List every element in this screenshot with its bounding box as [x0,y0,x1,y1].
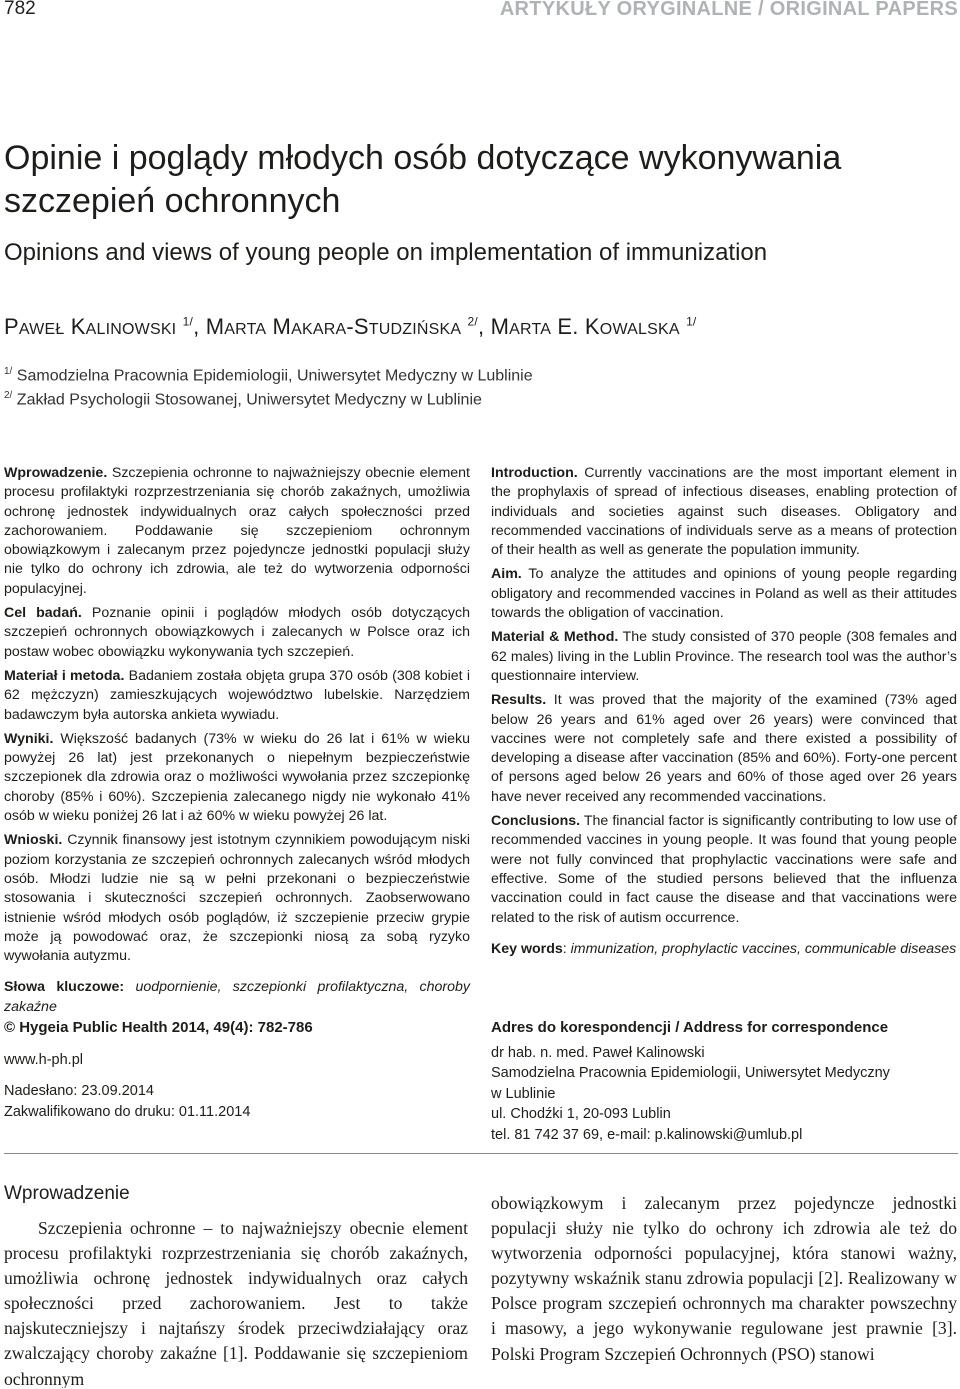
correspondence-street: ul. Chodźki 1, 20-093 Lublin [491,1106,671,1122]
correspondence-block [491,1018,957,1145]
correspondence-contact: tel. 81 742 37 69, e-mail: p.kalinowski@umlub.pl [491,1126,803,1143]
page-number: 782 [4,0,36,19]
abstract-pl-intro: Wprowadzenie. Szczepienia ochronne to najważniejszy obecnie element procesu profilaktyki rozprzestrzeniania się chorób zakaźnych, umożliwia ochronę jednostek indywidualnych oraz całych społeczności przed zachorowaniem. Poddawanie się szczepieniom ochronnym obowiązkowym i zalecanym przez pojedyncze jednostki populacji służy nie tylko do ochrony ich zdrowia, ale też do wytworzenia odporności populacyjnej. [4,465,470,597]
abstract-en-conclusions: Conclusions. The financial factor is significantly contributing to low use of recommended vaccines in young people. It was found that young people were not fully convinced that prophylactic vaccinations were safe and effective. Some of the studied persons believed that the influenza vaccination could in fact cause the disease and that vaccinations were related to the risk of autism occurrence. [491,813,958,926]
abstract-english [491,464,957,964]
journal-website-link[interactable]: www.h-ph.pl [4,1051,83,1068]
author-1: PAWEŁ KALINOWSKI $^{1/}$ [4,314,194,339]
abstract-pl-aim: Cel badań. Poznanie opinii i poglądów młodych osób dotyczących szczepień ochronnych obowiązkowych i zalecanych w Polsce oraz ich postaw wobec obowiązku wykonywania tych szczepień. [4,605,470,660]
author-2: MARTA MAKARA-STUDZIŃSKA $^{2/}$ [205,314,478,339]
keywords-polish: Słowa kluczowe: uodpornienie, szczepionki profilaktyczna, choroby zakaźne [4,979,470,1015]
abstract-pl-conclusions: Wnioski. Czynnik finansowy jest istotnym czynnikiem powodującym niski poziom korzystania ze szczepień ochronnych zalecanych wśród młodych osób. Młodzi ludzie nie są w pełni przekonani o bezpieczeństwie stosowania i skuteczności szczepień ochronnych. Zaobserwowano istnienie wśród młodych osób poglądów, iż szczepienie przeciw grypie może ją powodować oraz, że szczepionki niosą za sobą ryzyko wywołania autyzmu. [4,832,470,965]
abstract-en-results: Results. It was proved that the majority of the examined (73% aged below 26 years and 61% aged over 26 years) were convinced that vaccines were not completely safe and there existed a possibility of developing a disease after vaccination (85% and 60%). Forty-one percent of persons aged below 26 years and 60% of those aged over 26 years have never received any recommended vaccinations. [491,692,957,805]
body-heading: Wprowadzenie [4,1183,130,1204]
abstract-pl-results: Wyniki. Większość badanych (73% w wieku do 26 lat i 61% w wieku powyżej 26 lat) jest przekonanych o niepełnym bezpieczeństwie szczepionek dla zdrowia oraz o możliwości wywołania przez szczepionkę choroby (85% i 60%). Szczepienia zalecanego nigdy nie wykonało 41% osób w wieku poniżej 26 lat i aż 60% w wieku powyżej 26 lat. [4,730,470,825]
author-list: PAWEŁ KALINOWSKI $^{1/}$, MARTA MAKARA-STUDZIŃSKA $^{2/}$, MARTA E. KOWALSKA $^{1/}$ [4,314,697,339]
affiliation-2: $^{2/}$ Zakład Psychologii Stosowanej, Uniwersytet Medyczny w Lublinie [4,390,482,409]
title-polish [4,137,954,223]
abstract-pl-method: Materiał i metoda. Badaniem została objęta grupa 370 osób (308 kobiet i 62 mężczyzn) zamieszkujących województwo lubelskie. Narzędziem badawczym była autorska ankieta wywiadu. [4,667,470,723]
accepted-date: Zakwalifikowano do druku: 01.11.2014 [4,1103,251,1120]
journal-citation: © Hygeia Public Health 2014, 49(4): 782-786 [4,1019,313,1036]
body-left-column: Szczepienia ochronne – to najważniejszy obecnie element procesu profilaktyki rozprzestrzeniania się chorób zakaźnych, umożliwia ochronę jednostek indywidualnych oraz całych społeczności przed zachorowaniem. Jest to także najskuteczniejszy i najtańszy środek przeciwdziałający oraz zwalczający choroby zakaźne [1]. Poddawanie się szczepieniom ochronnym [4,1218,468,1388]
body-right-column: obowiązkowym i zalecanym przez pojedyncze jednostki populacji służy nie tylko do ochrony ich zdrowia ale też do wytworzenia odporności populacyjnej, która stanowi ważny, pozytywny wskaźnik stanu zdrowia populacji [2]. Realizowany w Polsce program szczepień ochronnych ma charakter powszechny i masowy, a jego wykonywanie regulowane jest prawnie [3]. Polski Program Szczepień Ochronnych (PSO) stanowi [491,1193,957,1364]
publication-info [4,1018,464,1122]
correspondence-unit-line1: Samodzielna Pracownia Epidemiologii, Uniwersytet Medyczny [491,1065,890,1081]
abstract-en-intro: Introduction. Currently vaccinations are the most important element in the prophylaxis of spread of infectious diseases, enabling protection of individuals and societies against such diseases. Obligatory and recommended vaccinations of individuals serve as a means of protection of their health as well as generate the population immunity. [491,465,957,559]
section-divider [4,1153,958,1154]
abstract-en-method: Material & Method. The study consisted of 370 people (308 females and 62 males) living in the Lublin Province. The research tool was the author’s questionnaire interview. [491,629,958,684]
title-polish-line1: Opinie i poglądy młodych osób dotyczące wykonywania [4,139,842,177]
correspondence-heading: Adres do korespondencji / Address for correspondence [491,1019,889,1036]
title-english: Opinions and views of young people on implementation of immunization [4,239,768,266]
section-heading: ARTYKUŁY ORYGINALNE / ORIGINAL PAPERS [499,0,958,20]
title-polish-line2: szczepień ochronnych [4,182,341,220]
correspondence-unit-line2: w Lublinie [491,1085,556,1102]
keywords-english: Key words: immunization, prophylactic vaccines, communicable diseases [491,940,957,957]
received-date: Nadesłano: 23.09.2014 [4,1083,154,1099]
abstract-polish [4,464,470,1022]
affiliation-1: $^{1/}$ Samodzielna Pracownia Epidemiologii, Uniwersytet Medyczny w Lublinie [4,366,533,385]
abstract-en-aim: Aim. To analyze the attitudes and opinions of young people regarding obligatory and recommended vaccines in Poland as well as their attitudes towards the obligation of vaccination. [491,566,957,622]
author-3: MARTA E. KOWALSKA $^{1/}$ [490,314,697,339]
correspondence-name: dr hab. n. med. Paweł Kalinowski [491,1044,705,1061]
